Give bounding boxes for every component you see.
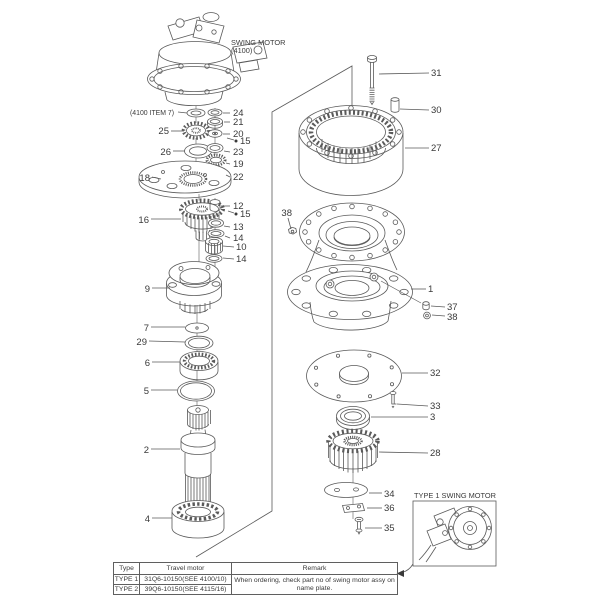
callout-leader-38 [432, 315, 445, 316]
callout-leader-31 [379, 73, 429, 74]
part-5-ring [178, 381, 215, 401]
travel-motor-table [113, 562, 398, 595]
type1-box-title: TYPE 1 SWING MOTOR [414, 491, 496, 500]
callout-leader-38 [288, 218, 291, 229]
part-1-housing [288, 203, 413, 330]
callout-leader-37 [431, 306, 445, 307]
callout-22: 22 [233, 172, 244, 183]
callout-12: 12 [233, 201, 244, 212]
callout-leader-19 [226, 163, 230, 164]
callout-37: 37 [447, 302, 458, 313]
type1-part-number: 31Q6-10150(SEE 4100/10) [140, 575, 232, 585]
callout-26: 26 [160, 147, 171, 158]
callout-24: 24 [233, 108, 244, 119]
callout-dot-15 [235, 213, 238, 216]
callout-28: 28 [430, 448, 441, 459]
callout-leader-30 [400, 109, 429, 110]
type1-cell: TYPE 1 [114, 575, 139, 583]
callout-1: 1 [428, 284, 434, 295]
callout-leader-28 [379, 452, 428, 453]
part-7-disc [186, 323, 209, 333]
callout-30: 30 [431, 105, 442, 116]
part-38-nut-left [289, 227, 297, 234]
swing-motor-title: SWING MOTOR [231, 38, 286, 47]
part-9-carrier [167, 262, 222, 315]
callout-leader-14 [223, 258, 234, 259]
part-24-ring [208, 109, 222, 116]
part-23-ring [207, 144, 223, 153]
swing-motor-subtitle: (4100) [231, 46, 253, 55]
part-10-coupling [206, 238, 223, 255]
callout-leader-10 [223, 246, 234, 247]
part-34-oval-plate [325, 483, 368, 498]
callout-16: 16 [138, 215, 149, 226]
part-38-nut-right [424, 312, 431, 319]
part-2-shaft [181, 406, 215, 508]
callout-5: 5 [143, 386, 149, 397]
callout-3: 3 [430, 412, 436, 423]
table-row [114, 575, 398, 585]
part-33-bolt [390, 392, 397, 408]
part-27-ring-gear [299, 106, 403, 196]
callout-leader-33 [397, 404, 428, 406]
table-header-type: Type [114, 563, 140, 575]
table-header-remark: Remark [232, 563, 398, 575]
part-14b-washer [206, 255, 222, 263]
callout-18: 18 [139, 173, 150, 184]
callout-leader-13 [224, 226, 230, 227]
callout-leader-14 [225, 236, 230, 238]
callout-13: 13 [233, 222, 244, 233]
part-3-ring [337, 407, 370, 430]
part-item7-washer [187, 109, 205, 117]
callout-2: 2 [143, 445, 149, 456]
part-25-sun-gear [184, 123, 209, 138]
callout-19: 19 [233, 159, 244, 170]
callout-14: 14 [236, 254, 247, 265]
item7-leader-line [178, 112, 187, 113]
callout-27: 27 [431, 143, 442, 154]
table-header-row [114, 563, 398, 575]
callout-9: 9 [144, 284, 150, 295]
part-36-name-plate [343, 504, 365, 513]
callout-33: 33 [430, 401, 441, 412]
callout-7: 7 [143, 323, 149, 334]
callout-15: 15 [240, 136, 251, 147]
item7-note: (4100 ITEM 7) [130, 110, 175, 117]
callout-4: 4 [144, 514, 150, 525]
part-14-washer [208, 230, 224, 238]
part-32-cover-plate [307, 350, 402, 402]
callout-leader-29 [149, 341, 185, 342]
type2-cell: TYPE 2 [114, 585, 139, 593]
callout-32: 32 [430, 368, 441, 379]
callout-29: 29 [136, 337, 147, 348]
callout-10: 10 [236, 242, 247, 253]
part-29-ring [185, 336, 213, 350]
callout-leader-23 [224, 151, 230, 152]
table-header-travel-motor: Travel motor [140, 563, 232, 575]
part-20-plug [208, 130, 222, 138]
part-28-gear [329, 431, 378, 473]
remark-cell: When ordering, check part no of swing motor assy on name plate. [232, 575, 398, 595]
type2-part-number: 39Q6-10150(SEE 4115/16) [140, 585, 232, 595]
part-30-pin [391, 98, 399, 113]
part-13-ring [209, 219, 224, 227]
callout-25: 25 [158, 126, 169, 137]
callout-21: 21 [233, 117, 244, 128]
callout-23: 23 [233, 147, 244, 158]
callout-36: 36 [384, 503, 395, 514]
callout-20: 20 [233, 129, 244, 140]
callout-dot-15 [235, 140, 238, 143]
part-35-screw [355, 517, 363, 534]
callout-14: 14 [233, 233, 244, 244]
callout-34: 34 [384, 489, 395, 500]
callout-31: 31 [431, 68, 442, 79]
callout-15: 15 [240, 209, 251, 220]
callout-6: 6 [144, 358, 150, 369]
part-4-bearing-housing [172, 501, 224, 539]
callout-38: 38 [281, 208, 292, 219]
part-31-bolt [368, 56, 377, 105]
callout-38: 38 [447, 312, 458, 323]
type1-swing-motor-drawing [419, 507, 492, 563]
callout-35: 35 [384, 523, 395, 534]
part-18-carrier-plate [139, 161, 231, 198]
part-6-bearing [180, 352, 218, 380]
swing-motor-drawing [148, 13, 268, 106]
